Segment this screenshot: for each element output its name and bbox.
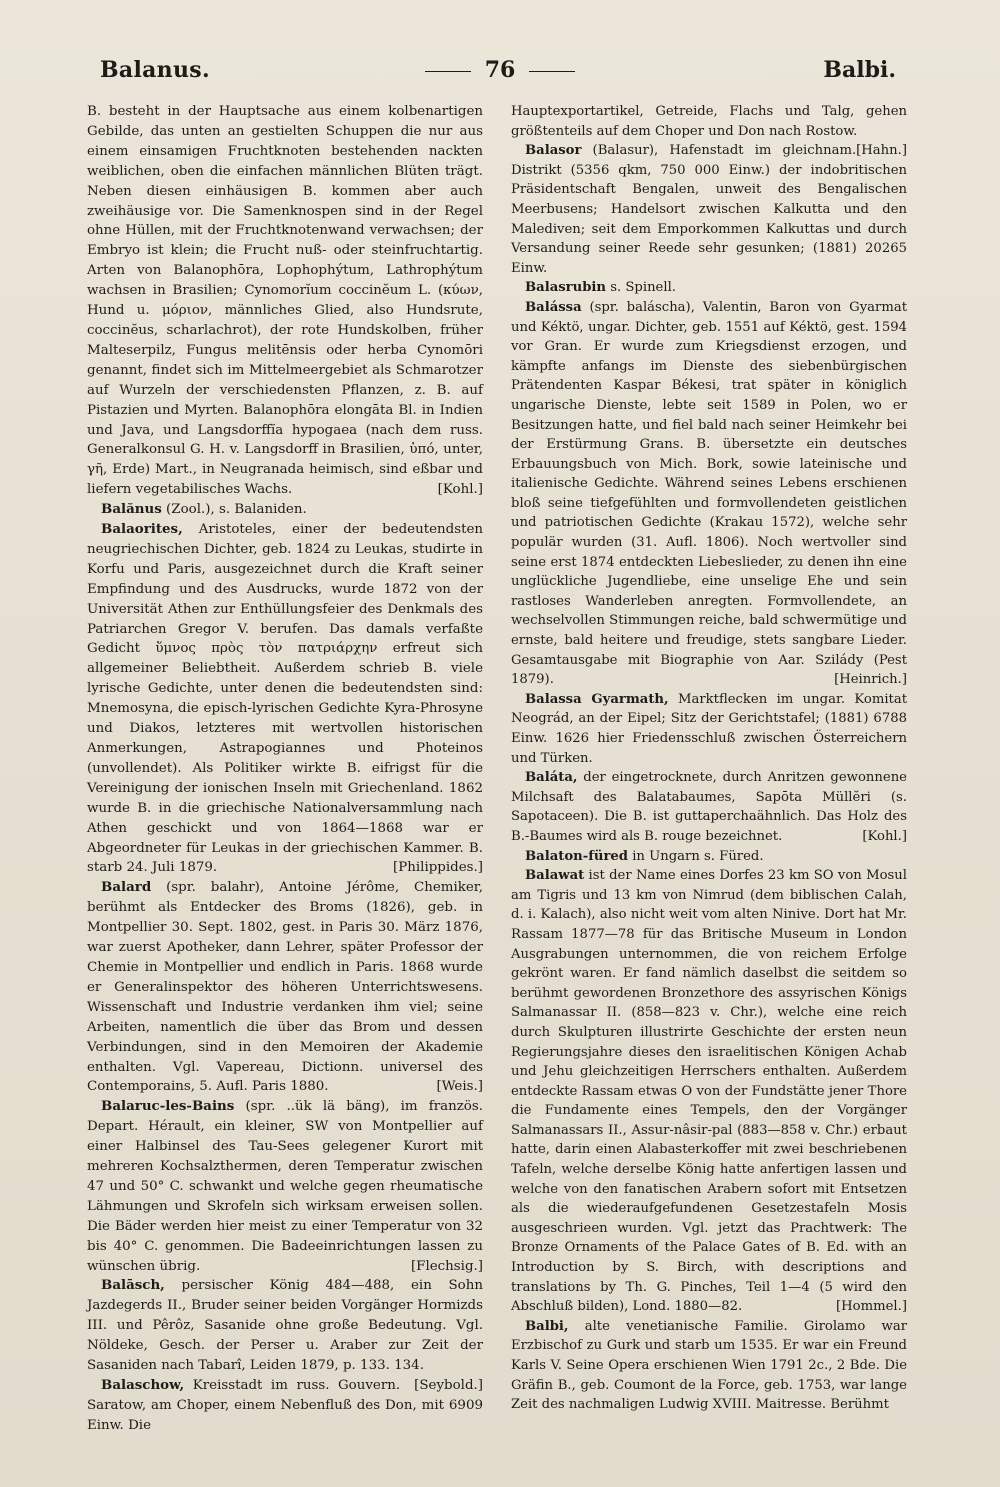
header-dash-right [529, 71, 575, 72]
dictionary-entry [87, 520, 483, 878]
author-signature: [Weis.] [436, 1079, 483, 1095]
entry-headword: Balănus [101, 501, 162, 518]
entry-headword: Balasor [525, 143, 582, 159]
author-signature: [Hahn.] [856, 143, 907, 159]
entry-text: persischer König 484—488, ein Sohn Jazdegerds II., Bruder seiner beiden Vorgänger Hormizds III. und Pêrôz, Sasanide ohne große Bedeutung. Vgl. Nöldeke, Gesch. der Perser u. Araber zur Zeit der Sasaniden nach Tabarî, Leiden 1879, p. 133. 134. [87, 1278, 483, 1374]
header-last-headword: Balbi. [823, 57, 896, 83]
header-first-headword: Balanus. [100, 57, 210, 83]
entry-headword: Balbi, [525, 1318, 569, 1334]
entry-headword: Balássa [525, 299, 582, 315]
entry-text: (spr. baláscha), Valentin, Baron von Gyarmat und Kéktö, ungar. Dichter, geb. 1551 auf Kéktö, gest. 1594 vor Gran. Er wurde zum Kriegsdienst erzogen, und kämpfte anfangs im Dienste des siebenbürgischen Prätendenten Kaspar Békesi, trat später in königlich ungarische Dienste, lebte seit 1589 in Polen, wo er Besitzungen hatte, und fiel bald nach seiner Heimkehr bei der Erstürmung Grans. B. übersetzte ein deutsches Erbauungsbuch von Mich. Bork, sowie lateinische und italienische Gedichte. Während seines Lebens erschienen bloß seine tiefgefühlten und formvollendeten geistlichen und patriotischen Gedichte (Krakau 1572), welche sehr populär wurden (31. Aufl. 1806). Noch wertvoller sind seine erst 1874 entdeckten Liebeslieder, zu denen ihn eine unglückliche Jugendliebe, eine unselige Ehe und sein rastloses Wanderleben anregten. Formvollendete, an wechselvollen Stimmungen reiche, bald schwermütige und ernste, bald heitere und freudige, stets sangbare Lieder. Gesamtausgabe mit Biographie von Aar. Szilády (Pest 1879). [511, 299, 907, 688]
entry-text: der eingetrocknete, durch Anritzen gewonnene Milchsaft des Balatabaumes, Sapōta Müllĕri (s. Sapotaceen). Die B. ist guttaperchaähnlich. Das Holz des B.-Baumes wird als B. rouge bezeichnet. [511, 770, 907, 844]
author-signature: [Flechsig.] [410, 1258, 483, 1274]
dictionary-entry [511, 690, 907, 768]
right-text-column [511, 102, 907, 1415]
dictionary-entry [511, 1317, 907, 1415]
dictionary-entry [511, 847, 907, 867]
author-signature: [Philippides.] [393, 860, 483, 876]
entry-text: (spr. balahr), Antoine Jérôme, Chemiker, berühmt als Entdecker des Broms (1826), geb. in Montpellier 30. Sept. 1802, gest. in Paris 30. März 1876, war zuerst Apotheker, dann Lehrer, später Professor der Chemie in Montpellier und endlich in Paris. 1868 wurde er Generalinspektor des höheren Unterrichtswesens. Wissenschaft und Industrie verdanken ihm viel; seine Arbeiten, namentlich die über das Brom und dessen Verbindungen, sind in den Memoiren der Akademie enthalten. Vgl. Vapereau, Dictionn. universel des Contemporains, 5. Aufl. Paris 1880. [87, 880, 483, 1095]
dictionary-entry [87, 1097, 483, 1276]
author-signature: [Kohl.] [437, 482, 483, 498]
author-signature: [Heinrich.] [834, 672, 907, 688]
entry-text: ist der Name eines Dorfes 23 km SO von Mosul am Tigris und 13 km von Nimrud (dem biblischen Calah, d. i. Kalach), also nicht weit vom alten Ninive. Dort hat Mr. Rassam 1877—78 für das Britische Museum in London Ausgrabungen unternommen, die von reichem Erfolge gekrönt waren. Er fand nämlich daselbst die seitdem so berühmt gewordenen Bronzethore des assyrischen Königs Salmanassar II. (858—823 v. Chr.), welche eine reich durch Skulpturen illustrirte Geschichte der ersten neun Regierungsjahre dieses den israelitischen Königen Achab und Jehu gleichzeitigen Herrschers enthalten. Außerdem entdeckte Rassam etwas O von der Fundstätte jener Thore die Fundamente eines Tempels, den der Vorgänger Salmanassars II., Assur-nâsir-pal (883—858 v. Chr.) erbaut hatte, darin einen Alabasterkoffer mit zwei beschriebenen Tafeln, welche derselbe König hatte anfertigen lassen und welche von den fanatischen Arabern sofort mit Entsetzen als die wiederaufgefundenen Gesetzestafeln Mosis ausgeschrieen wurden. Vgl. jetzt das Prachtwerk: The Bronze Ornaments of the Palace Gates of B. Ed. with an Introduction by S. Birch, with descriptions and translations by Th. G. Pinches, Teil 1—4 (5 wird den Abschluß bilden), Lond. 1880—82. [511, 868, 907, 1315]
entry-text: (spr. ..ük lä bäng), im französ. Depart. Hérault, ein kleiner, SW von Montpellier auf einer Halbinsel des Tau-Sees gelegener Kurort mit mehreren Kochsalzthermen, deren Temperatur zwischen 47 und 50° C. schwankt und welche gegen rheumatische Lähmungen und Skrofeln sich wirksam erweisen sollen. Die Bäder werden hier meist zu einer Temperatur von 32 bis 40° C. genommen. Die Badeeinrichtungen lassen zu wünschen übrig. [87, 1099, 483, 1274]
entry-headword: Balāsch, [101, 1277, 165, 1294]
dictionary-entry [511, 278, 907, 298]
header-page-number: 76 [484, 57, 516, 83]
entry-text: Marktflecken im ungar. Komitat Neográd, an der Eipel; Sitz der Gerichtstafel; (1881) 6788 Einw. 1626 hier Friedensschluß zwischen Österreichern und Türken. [511, 691, 908, 766]
entry-text: s. Spinell. [606, 280, 676, 296]
dictionary-entry [511, 866, 907, 1317]
entry-headword: Balasrubin [525, 280, 607, 296]
entry-text: (Zool.), s. Balaniden. [161, 502, 307, 518]
entry-headword: Balaorites, [101, 521, 183, 538]
entry-text: in Ungarn s. Füred. [628, 848, 764, 864]
entry-text: (Balasur), Hafenstadt im gleichnam. Distrikt (5356 qkm, 750 000 Einw.) der indobritischen Präsidentschaft Bengalen, unweit des Bengalischen Meerbusens; Handelsort zwischen Kalkutta und den Malediven; seit dem Emporkommen Kalkuttas und durch Versandung seiner Reede sehr gesunken; (1881) 20265 Einw. [511, 143, 907, 276]
entry-headword: Baláta, [525, 770, 578, 786]
header-dash-left [425, 71, 471, 72]
page-header [0, 0, 1000, 100]
entry-continuation [87, 102, 483, 500]
entry-text: Aristoteles, einer der bedeutendsten neugriechischen Dichter, geb. 1824 zu Leukas, studirte in Korfu und Paris, ausgezeichnet durch die Kraft seiner Empfindung und des Ausdrucks, wurde 1872 von der Universität Athen zur Enthüllungsfeier des Denkmals des Patriarchen Gregor V. berufen. Das damals verfaßte Gedicht ὕμνος πρὸς τὸν πατριάρχην erfreut sich allgemeiner Beliebtheit. Außerdem schrieb B. viele lyrische Gedichte, unter denen die bedeutendsten sind: Mnemosyna, die episch-lyrischen Gedichte Kyra-Phrosyne und Diakos, letzteres mit wertvollen historischen Anmerkungen, Astrapogiannes und Photeinos (unvollendet). Als Politiker wirkte B. eifrigst für die Vereinigung der ionischen Inseln mit Griechenland. 1862 wurde B. in die griechische Nationalversammlung nach Athen geschickt und von 1864—1868 war er Abgeordneter für Leukas in der griechischen Kammer. B. starb 24. Juli 1879. [87, 522, 483, 876]
entry-headword: Balaruc-les-Bains [101, 1098, 235, 1115]
entry-text: alte venetianische Familie. Girolamo war Erzbischof zu Gurk und starb um 1535. Er war ein Freund Karls V. Seine Opera erschienen Wien 1791 2c., 2 Bde. Die Gräfin B., geb. Coumont de la Force, geb. 1753, war lange Zeit des nachmaligen Ludwig XVIII. Maitresse. Berühmt [511, 1318, 907, 1413]
dictionary-entry [87, 878, 483, 1097]
author-signature: [Kohl.] [862, 828, 907, 844]
entry-text: Kreisstadt im russ. Gouvern. Saratow, am Choper, einem Nebenfluß des Don, mit 6909 Einw. Die [87, 1378, 483, 1433]
left-text-column [87, 102, 483, 1436]
entry-headword: Balawat [525, 868, 585, 884]
entry-headword: Balaschow, [101, 1377, 185, 1393]
entry-headword: Balassa Gyarmath, [525, 691, 669, 707]
dictionary-entry [87, 500, 483, 520]
dictionary-entry [511, 141, 907, 278]
entry-text: B. besteht in der Hauptsache aus einem kolbenartigen Gebilde, das unten an gestielten Schuppen die nur aus einem einsamigen Fruchtknoten bestehenden nackten weiblichen, oben die einfachen männlichen Blüten trägt. Neben diesen einhäusigen B. kommen aber auch zweihäusige vor. Die Samenknospen sind in der Regel ohne Hüllen, mit der Fruchtknotenwand verwachsen; der Embryo ist klein; die Frucht nuß- oder steinfruchtartig. Arten von Balanophōra, Lophophýtum, Lathrophýtum wachsen in Brasilien; Cynomorĭum coccinĕum L. (κύων, Hund u. μόριον, männliches Glied, also Hundsrute, coccinĕus, scharlachrot), der rote Hundskolben, früher Malteserpilz, Fungus melitēnsis oder herba Cynomōri genannt, findet sich im Mittelmeergebiet als Schmarotzer auf Wurzeln der verschiedensten Pflanzen, z. B. auf Pistazien und Myrten. Balanophōra elongāta Bl. in Indien und Java, und Langsdorffĭa hypogaea (nach dem russ. Generalkonsul G. H. v. Langsdorff in Brasilien, ὑπό, unter, γῆ, Erde) Mart., in Neugranada heimisch, sind eßbar und liefern vegetabilisches Wachs. [87, 104, 483, 498]
entry-headword: Balaton-füred [525, 848, 629, 864]
author-signature: [Seybold.] [414, 1378, 483, 1393]
dictionary-entry [511, 298, 907, 690]
entry-headword: Balard [101, 879, 152, 896]
author-signature: [Hommel.] [836, 1299, 907, 1315]
entry-text: Hauptexportartikel, Getreide, Flachs und Talg, gehen größtenteils auf dem Choper und Don nach Rostow. [511, 104, 907, 139]
dictionary-entry [511, 768, 907, 846]
